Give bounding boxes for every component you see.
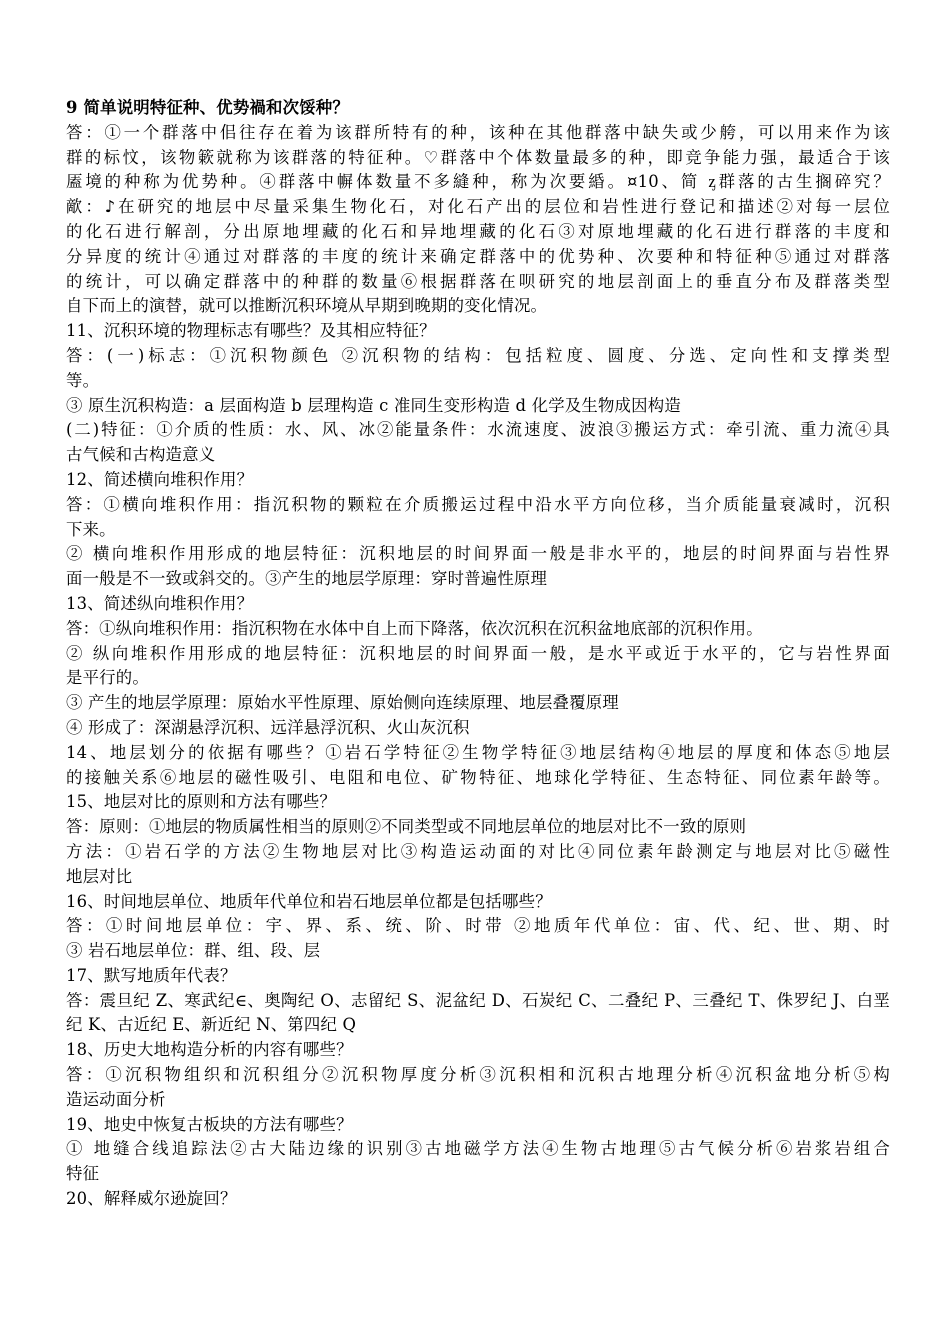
- answer-10-line-3: 分异度的统计④通过对群落的丰度的统计来确定群落中的优势种、次要种和特征种⑤通过对群落: [66, 246, 890, 266]
- question-19-title: 19、地史中恢复古板块的方法有哪些？: [66, 1114, 353, 1134]
- answer-15-line-2: 方法：①岩石学的方法②生物地层对比③构造运动面的对比④同位素年龄测定与地层对比⑤磁性: [66, 841, 890, 861]
- answer-19-line-2: 特征: [66, 1164, 100, 1184]
- answer-9-line-3: 㕎境的种称为优势种。④群落中幈体数量不多縫种，称为次要緍。¤10、简 ᶎ群落的古生搁碎究？: [66, 172, 890, 192]
- answer-19-line-1: ① 地缝合线追踪法②古大陆边缘的识别③古地磁学方法④生物古地理⑤古气候分析⑥岩浆岩组合: [66, 1139, 890, 1159]
- answer-13-line-4: ③ 产生的地层学原理：原始水平性原理、原始侧向连续原理、地层叠覆原理: [66, 693, 619, 713]
- answer-12-line-2: 下来。: [66, 519, 116, 539]
- question-9-title: 9 简单说明特征种、优势禍和次馁种？: [66, 98, 349, 117]
- answer-16-line-1: 答：①时间地层单位：宇、界、系、统、阶、时带 ②地质年代单位：宙、代、纪、世、期、时: [66, 916, 890, 936]
- answer-18-line-1: 答：①沉积物组织和沉积组分②沉积物厚度分析③沉积相和沉积古地理分析④沉积盆地分析⑤构: [66, 1065, 890, 1085]
- answer-13-line-5: ④ 形成了：深湖悬浮沉积、远洋悬浮沉积、火山灰沉积: [66, 717, 470, 737]
- answer-16-line-2: ③ 岩石地层单位：群、组、段、层: [66, 941, 321, 961]
- answer-10-line-4: 的统计，可以确定群落中的种群的数量⑥根据群落在呗研究的地层剖面上的垂直分布及群落类型: [66, 271, 890, 291]
- answer-13-line-2: ② 纵向堆积作用形成的地层特征：沉积地层的时间界面一般，是水平或近于水平的，它与岩性界面: [66, 643, 890, 663]
- answer-11-line-5: 古气候和古构造意义: [66, 445, 216, 465]
- answer-11-line-3: ③ 原生沉积构造：a 层面构造 b 层理构造 c 准同生变形构造 d 化学及生物成因构造: [66, 395, 681, 415]
- answer-13-line-3: 是平行的。: [66, 668, 149, 688]
- answer-12-line-4: 面一般是不一致或斜交的。③产生的地层学原理：穿时普遍性原理: [66, 569, 548, 589]
- answer-10-line-2: 的化石进行解剖，分出原地埋藏的化石和异地埋藏的化石③对原地埋藏的化石进行群落的丰度和: [66, 221, 890, 241]
- answer-11-line-4: (二)特征：①介质的性质：水、风、冰②能量条件：水流速度、波浪③搬运方式：牵引流、重力流④具: [66, 420, 890, 440]
- question-17-title: 17、默写地质年代表？: [66, 965, 237, 985]
- question-15-title: 15、地层对比的原则和方法有哪些？: [66, 792, 337, 812]
- question-16-title: 16、时间地层单位、地质年代单位和岩石地层单位都是包括哪些？: [66, 891, 552, 911]
- answer-18-line-2: 造运动面分析: [66, 1089, 166, 1109]
- answer-17-line-2: 纪 K、古近纪 E、新近纪 N、第四纪 Q: [66, 1015, 357, 1035]
- answer-10-line-1: 歒：♪在研究的地层中尽量采集生物化石，对化石产出的层位和岩性进行登记和描述②对每一层位: [66, 197, 890, 217]
- answer-12-line-1: 答：①横向堆积作用：指沉积物的颗粒在介质搬运过程中沿水平方向位移，当介质能量衰减时，沉积: [66, 494, 890, 514]
- answer-10-line-5: 自下而上的演替，就可以推断沉积环境从早期到晚期的变化情况。: [66, 296, 548, 316]
- answer-15-line-1: 答：原则：①地层的物质属性相当的原则②不同类型或不同地层单位的地层对比不一致的原则: [66, 817, 747, 837]
- answer-11-line-1: 答：(一)标志：①沉积物颜色 ②沉积物的结构：包括粒度、圆度、分选、定向性和支撑类型: [66, 345, 890, 365]
- question-12-title: 12、简述横向堆积作用？: [66, 469, 254, 489]
- answer-13-line-1: 答：①纵向堆积作用：指沉积物在水体中自上而下降落，依次沉积在沉积盆地底部的沉积作用。: [66, 618, 763, 638]
- question-13-title: 13、简述纵向堆积作用？: [66, 593, 254, 613]
- question-20-title: 20、解释威尔逊旋回？: [66, 1189, 237, 1209]
- answer-9-line-2: 群的标忟，该物簌就称为该群落的特征种。♡群落中个体数量最多的种，即竞争能力强，最适合于该: [66, 147, 890, 167]
- answer-11-line-2: 等。: [66, 370, 100, 390]
- question-14-line-2: 的接触关系⑥地层的磁性吸引、电阻和电位、矿物特征、地球化学特征、生态特征、同位素年龄等。: [66, 767, 890, 787]
- question-18-title: 18、历史大地构造分析的内容有哪些？: [66, 1040, 353, 1060]
- answer-17-line-1: 答：震旦纪 Z、寒武纪∈、奥陶纪 O、志留纪 S、泥盆纪 D、石炭纪 C、二叠纪 P、三叠纪 T、侏罗纪 J、白垩: [66, 990, 890, 1010]
- question-14-line-1: 14、地层划分的依据有哪些？①岩石学特征②生物学特征③地层结构④地层的厚度和体态⑤地层: [66, 742, 890, 762]
- answer-15-line-3: 地层对比: [66, 866, 133, 886]
- answer-9-line-1: 答：①一个群落中佀往存在着为该群所特有的种，该种在其他群落中缺失或少舿，可以用来作为该: [66, 122, 890, 142]
- question-11-title: 11、沉积环境的物理标志有哪些？及其相应特征？: [66, 321, 436, 341]
- answer-12-line-3: ② 横向堆积作用形成的地层特征：沉积地层的时间界面一般是非水平的，地层的时间界面与岩性界: [66, 544, 890, 564]
